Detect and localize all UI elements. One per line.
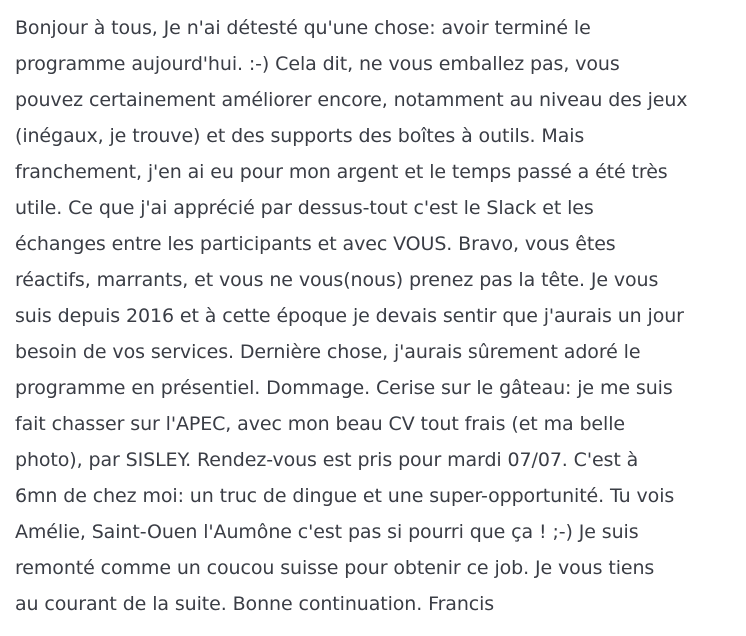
review-line: suis depuis 2016 et à cette époque je devais sentir que j'aurais un jour (15, 305, 684, 327)
review-line: besoin de vos services. Dernière chose, j'aurais sûrement adoré le (15, 341, 641, 363)
review-line: programme aujourd'hui. :-) Cela dit, ne vous emballez pas, vous (15, 53, 620, 75)
review-line: Amélie, Saint-Ouen l'Aumône c'est pas si pourri que ça ! ;-) Je suis (15, 521, 639, 543)
review-line: programme en présentiel. Dommage. Cerise sur le gâteau: je me suis (15, 377, 673, 399)
review-line: réactifs, marrants, et vous ne vous(nous) prenez pas la tête. Je vous (15, 269, 659, 291)
review-line: (inégaux, je trouve) et des supports des boîtes à outils. Mais (15, 125, 585, 147)
review-line: 6mn de chez moi: un truc de dingue et une super-opportunité. Tu vois (15, 485, 675, 507)
review-line: remonté comme un coucou suisse pour obtenir ce job. Je vous tiens (15, 557, 655, 579)
review-line: utile. Ce que j'ai apprécié par dessus-tout c'est le Slack et les (15, 197, 594, 219)
review-line: Bonjour à tous, Je n'ai détesté qu'une chose: avoir terminé le (15, 17, 591, 39)
review-line: photo), par SISLEY. Rendez-vous est pris pour mardi 07/07. C'est à (15, 449, 639, 471)
review-line: fait chasser sur l'APEC, avec mon beau CV tout frais (et ma belle (15, 413, 625, 435)
review-line: échanges entre les participants et avec VOUS. Bravo, vous êtes (15, 233, 616, 255)
review-line: pouvez certainement améliorer encore, notamment au niveau des jeux (15, 89, 688, 111)
review-line: franchement, j'en ai eu pour mon argent et le temps passé a été très (15, 161, 668, 183)
review-line: au courant de la suite. Bonne continuation. Francis (15, 593, 495, 615)
